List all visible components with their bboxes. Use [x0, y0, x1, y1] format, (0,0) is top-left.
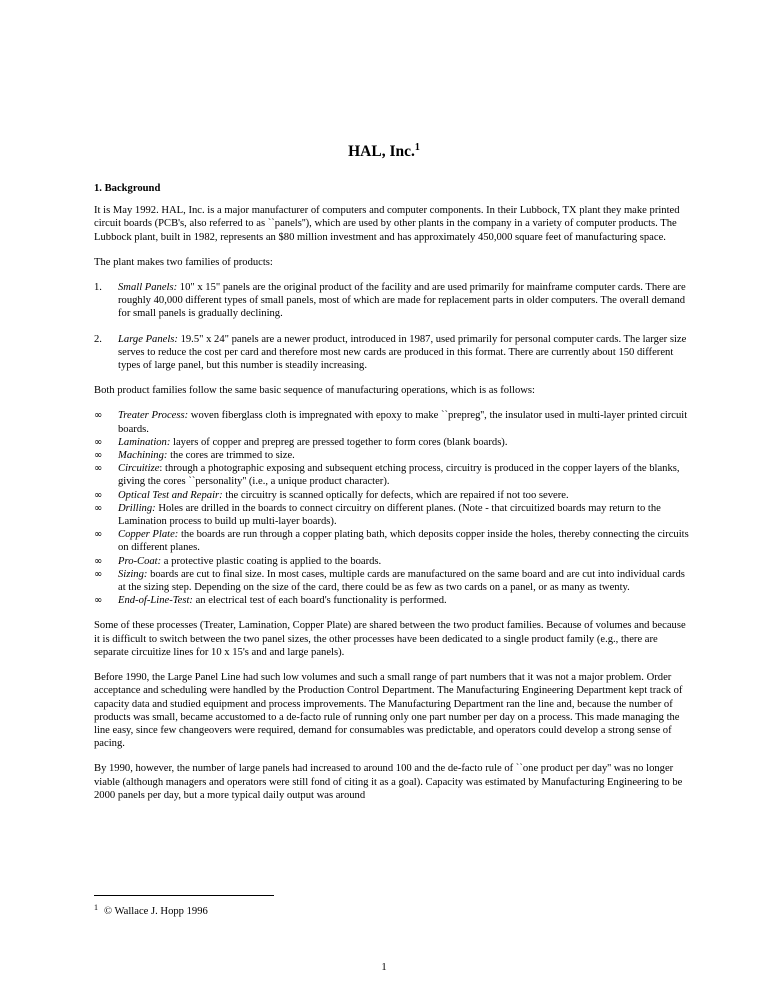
list-item-small-panels — [94, 281, 690, 321]
bullet-icon: ∞ — [94, 463, 103, 475]
step-name: Copper Plate: — [118, 529, 179, 541]
paragraph-by-1990: By 1990, however, the number of large panels had increased to around 100 and the de-facto rule of ``one product per day'' was no longer viable (although managers and operators were still fond of citing it as a goal). Capacity was estimated by Manufacturing Engineering to be 2000 panels per day, but a more typical daily output was around — [94, 763, 683, 801]
product-name: Small Panels: — [118, 282, 178, 294]
list-item-drilling — [94, 502, 690, 528]
paragraph-intro: It is May 1992. HAL, Inc. is a major manufacturer of computers and computer components. In their Lubbock, TX plant they make printed circuit boards (PCB's, also referred to as ``panels''), which are used by other plants in the company in a variety of computer products. The Lubbock plant, built in 1982, represents an $80 million investment and has approximately 450,000 square feet of manufacturing space. — [94, 205, 680, 243]
product-families-list — [94, 281, 690, 372]
step-description: layers of copper and prepreg are pressed together to form cores (blank boards). — [170, 436, 508, 448]
list-number: 2. — [94, 333, 102, 345]
list-item-pro-coat — [94, 555, 690, 568]
step-name: Machining: — [118, 450, 168, 462]
page-title — [0, 143, 768, 161]
list-item-copper-plate — [94, 528, 690, 554]
step-name: Circuitize — [118, 463, 160, 475]
step-description: the circuitry is scanned optically for defects, which are repaired if not too severe. — [222, 489, 569, 501]
title-footnote-mark: 1 — [414, 142, 420, 153]
list-item-end-of-line-test — [94, 594, 690, 607]
paragraph-shared-processes: Some of these processes (Treater, Lamination, Copper Plate) are shared between the two product families. Because of volumes and because it is difficult to switch between the two panel sizes, the other processes have been dedicated to a single product family (e.g., there are separate circuitize lines for 10 x 15's and and large panels). — [94, 620, 686, 658]
product-name: Large Panels: — [118, 333, 178, 345]
bullet-icon: ∞ — [94, 450, 103, 462]
bullet-icon: ∞ — [94, 555, 103, 567]
paragraph-families: The plant makes two families of products: — [94, 256, 273, 268]
title-text: HAL, Inc. — [348, 143, 415, 160]
list-item-circuitize — [94, 462, 690, 488]
list-item-optical-test — [94, 489, 690, 502]
step-name: Lamination: — [118, 436, 171, 448]
bullet-icon: ∞ — [94, 436, 103, 448]
footnote-text: © Wallace J. Hopp 1996 — [104, 906, 208, 917]
step-description: boards are cut to final size. In most cases, multiple cards are manufactured on the same board and are cut into individual cards at the sizing step. Depending on the size of the card, there could be as few as two cards on a panel, or as many as twenty. — [118, 568, 685, 594]
list-item-treater — [94, 409, 690, 435]
bullet-icon: ∞ — [94, 489, 103, 501]
section-heading: 1. Background — [94, 183, 161, 194]
paragraph-sequence: Both product families follow the same basic sequence of manufacturing operations, which is as follows: — [94, 385, 536, 397]
page-number: 1 — [381, 962, 387, 973]
list-item-machining — [94, 449, 690, 462]
list-item-large-panels — [94, 333, 690, 373]
bullet-icon: ∞ — [94, 568, 103, 580]
main-content — [94, 182, 690, 814]
list-item-sizing — [94, 568, 690, 594]
bullet-icon: ∞ — [94, 502, 103, 514]
footnote-divider — [94, 895, 274, 896]
bullet-icon: ∞ — [94, 529, 103, 541]
step-name: Drilling: — [118, 502, 156, 514]
step-description: a protective plastic coating is applied to the boards. — [161, 555, 382, 567]
list-number: 1. — [94, 282, 102, 294]
process-steps-list — [94, 409, 690, 607]
step-description: : through a photographic exposing and subsequent etching process, circuitry is produced in the copper layers of the blanks, giving the cores ``personality'' (i.e., a unique product character). — [118, 463, 680, 488]
footnote — [94, 905, 208, 918]
step-description: the boards are run through a copper plating bath, which deposits copper inside the holes, thereby connecting the circuits on different planes. — [118, 529, 689, 554]
step-description: an electrical test of each board's functionality is performed. — [192, 595, 447, 607]
list-item-lamination — [94, 436, 690, 449]
bullet-icon: ∞ — [94, 410, 103, 422]
paragraph-before-1990: Before 1990, the Large Panel Line had such low volumes and such a small range of part numbers that it was not a major problem. Order acceptance and scheduling were handled by the Production Control Department. The Manufacturing Engineering Department kept track of capacity data and studied equipment and process improvements. The Manufacturing Department ran the line and, because the number of products was small, became accustomed to a de-facto rule of running only one part number per day on a process. This made managing the line easy, since few changeovers were required, demand for consumables was predictable, and operators could develop a strong sense of pacing. — [94, 672, 683, 750]
footnote-mark: 1 — [94, 903, 98, 912]
step-name: End-of-Line-Test: — [118, 595, 193, 607]
step-name: Treater Process: — [118, 410, 189, 422]
step-description: woven fiberglass cloth is impregnated with epoxy to make ``prepreg'', the insulator used in multi-layer printed circuit boards. — [118, 410, 688, 435]
step-description: the cores are trimmed to size. — [167, 450, 295, 462]
product-description: 19.5" x 24" panels are a newer product, introduced in 1987, used primarily for personal computer cards. The larger size serves to reduce the cost per card and therefore most new cards are produced in this format. There are currently about 150 different types of large panel, but this number is steadily increasing. — [118, 333, 687, 372]
step-description: Holes are drilled in the boards to connect circuitry on different planes. (Note - that circuitized boards may return to the Lamination process to build up multi-layer boards). — [118, 502, 661, 528]
step-name: Sizing: — [118, 568, 148, 580]
step-name: Optical Test and Repair: — [118, 489, 223, 501]
bullet-icon: ∞ — [94, 595, 103, 607]
product-description: 10" x 15" panels are the original product of the facility and are used primarily for mainframe computer cards. There are roughly 40,000 different types of small panels, most of which are made for replacement parts in older computers. The overall demand for small panels is gradually declining. — [118, 282, 686, 320]
step-name: Pro-Coat: — [118, 555, 162, 567]
